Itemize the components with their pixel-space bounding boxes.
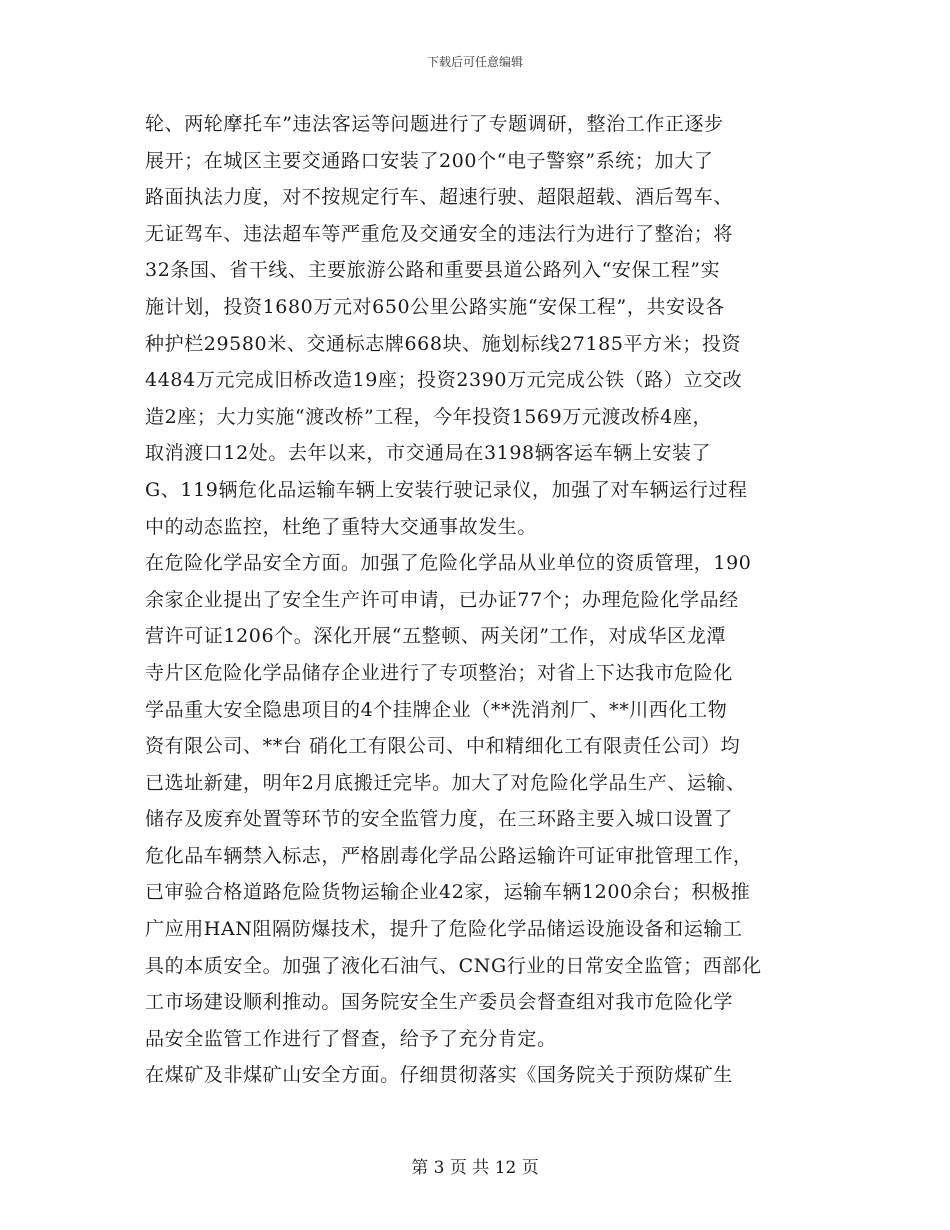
text-line: 已审验合格道路危险货物运输企业42家，运输车辆1200余台；积极推 (145, 881, 751, 904)
text-line: 32条国、省干线、主要旅游公路和重要县道公路列入“安保工程”实 (145, 259, 721, 282)
text-line: 营许可证1206个。深化开展“五整顿、两关闭”工作，对成华区龙潭 (145, 625, 726, 648)
text-line: 4484万元完成旧桥改造19座；投资2390万元完成公铁（路）立交改 (145, 369, 743, 392)
text-line: 轮、两轮摩托车”违法客运等问题进行了专题调研，整治工作正逐步 (145, 113, 724, 135)
text-line: 余家企业提出了安全生产许可申请，已办证77个；办理危险化学品经 (145, 588, 739, 611)
text-line: 无证驾车、违法超车等严重危及交通安全的违法行为进行了整治；将 (145, 222, 734, 245)
text-line: 取消渡口12处。去年以来，市交通局在3198辆客运车辆上安装了 (145, 442, 712, 465)
text-line: 造2座；大力实施“渡改桥”工程，今年投资1569万元渡改桥4座， (145, 405, 713, 428)
text-line: 在煤矿及非煤矿山安全方面。仔细贯彻落实《国务院关于预防煤矿生 (145, 1064, 734, 1087)
text-line: 资有限公司、**台 硝化工有限公司、中和精细化工有限责任公司）均 (145, 735, 741, 758)
text-line: 中的动态监控，杜绝了重特大交通事故发生。 (145, 515, 538, 538)
text-line: 危化品车辆禁入标志，严格剧毒化学品公路运输许可证审批管理工作， (145, 844, 753, 867)
text-line: 品安全监管工作进行了督查，给予了充分肯定。 (145, 1027, 557, 1050)
text-line: 具的本质安全。加强了液化石油气、CNG行业的日常安全监管；西部化 (145, 954, 762, 977)
text-line: 路面执法力度，对不按规定行车、超速行驶、超限超载、酒后驾车、 (145, 186, 734, 209)
text-line: 学品重大安全隐患项目的4个挂牌企业（**洗消剂厂、**川西化工物 (145, 698, 728, 721)
text-line: 在危险化学品安全方面。加强了危险化学品从业单位的资质管理，190 (145, 552, 752, 575)
page-number-footer: 第 3 页 共 12 页 (411, 1158, 539, 1178)
text-line: 寺片区危险化学品储存企业进行了专项整治；对省上下达我市危险化 (145, 661, 734, 684)
text-line: 施计划，投资1680万元对650公里公路实施“安保工程”，共安设各 (145, 295, 725, 318)
text-line: 广应用HAN阻隔防爆技术，提升了危险化学品储运设施设备和运输工 (145, 918, 743, 941)
text-line: 已选址新建，明年2月底搬迁完毕。加大了对危险化学品生产、运输、 (145, 771, 746, 794)
page-header-note: 下载后可任意编辑 (426, 55, 523, 69)
text-line: 工市场建设顺利推动。国务院安全生产委员会督查组对我市危险化学 (145, 991, 734, 1014)
text-line: 种护栏29580米、交通标志牌668块、施划标线27185平方米；投资 (145, 332, 742, 355)
document-body (145, 106, 815, 1094)
text-line: 展开；在城区主要交通路口安装了200个“电子警察”系统；加大了 (145, 149, 714, 172)
text-line: G、119辆危化品运输车辆上安装行驶记录仪，加强了对车辆运行过程 (145, 478, 748, 501)
text-line: 储存及废弃处置等环节的安全监管力度，在三环路主要入城口设置了 (145, 808, 734, 831)
